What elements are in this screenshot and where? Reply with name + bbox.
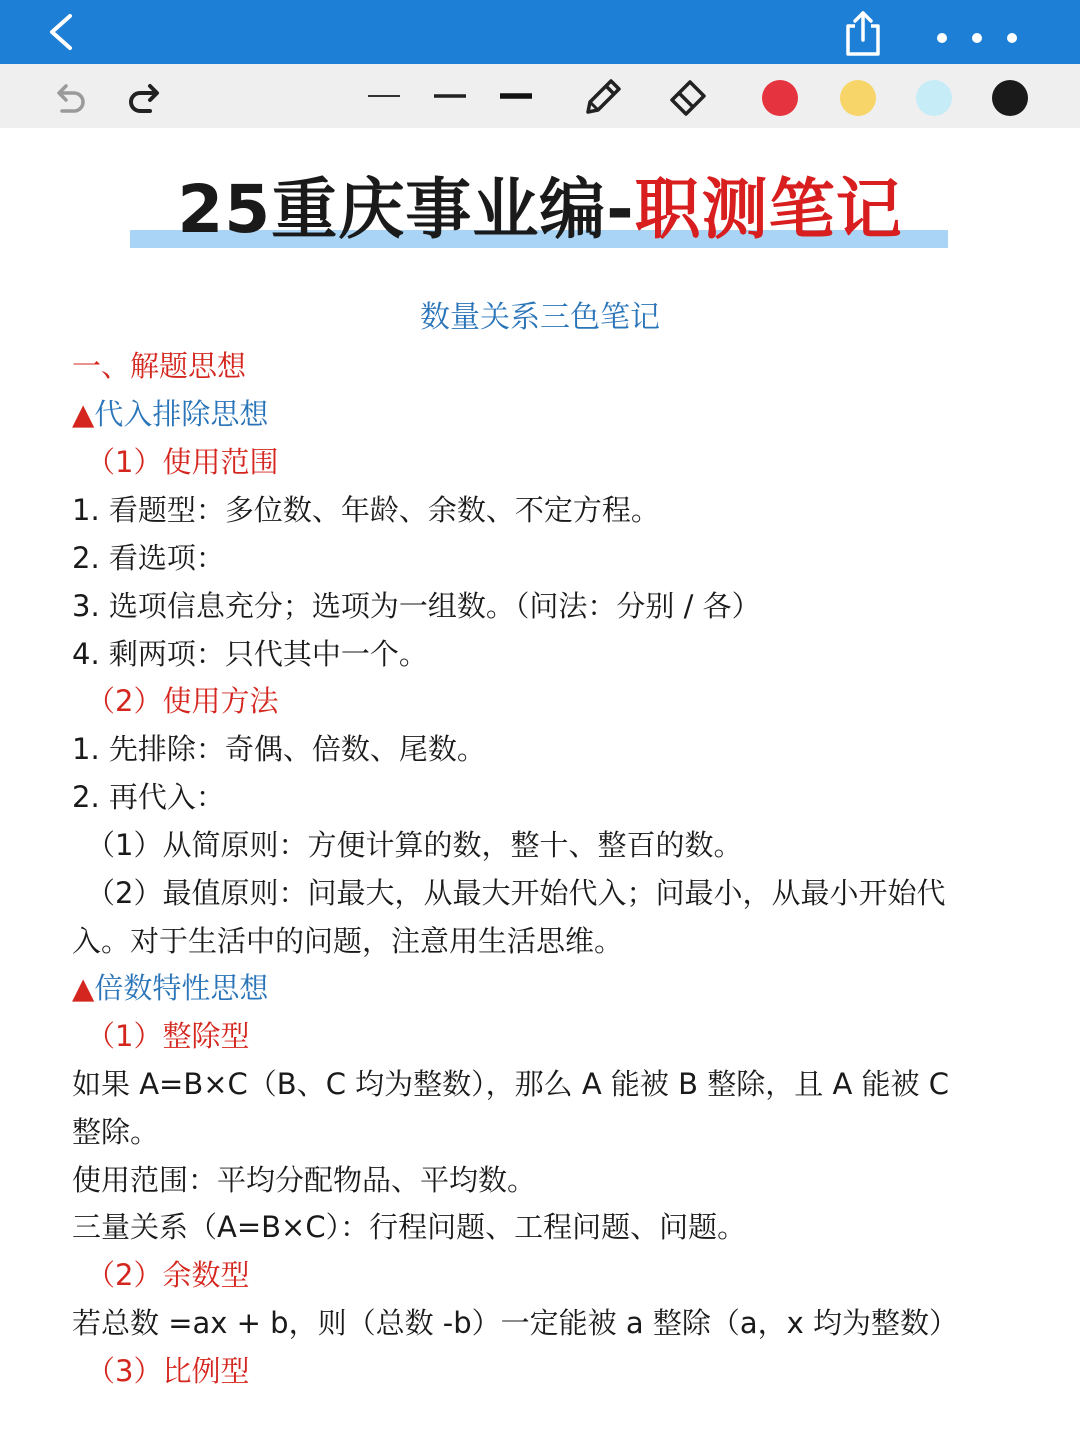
color-swatch-black[interactable] (992, 80, 1028, 116)
more-dots-icon[interactable] (930, 26, 1030, 46)
chevron-left-icon[interactable] (40, 10, 84, 54)
text-line: 2. 看选项： (72, 541, 225, 575)
section-heading (72, 390, 1012, 438)
section-title: 倍数特性思想 (94, 971, 269, 1005)
pen-icon[interactable] (580, 74, 626, 120)
subheading: （2）余数型 (86, 1258, 250, 1292)
stroke-thin-button[interactable] (366, 86, 402, 106)
title-part-black: 25重庆事业编- (177, 171, 635, 248)
color-swatch-red[interactable] (762, 80, 798, 116)
subheading: （1）整除型 (86, 1019, 250, 1053)
text-line: 入。对于生活中的问题，注意用生活思维。 (72, 924, 624, 958)
text-line: 1. 看题型：多位数、年龄、余数、不定方程。 (72, 493, 660, 527)
text-line: 三量关系（A=B×C）：行程问题、工程问题、问题。 (72, 1210, 747, 1244)
redo-icon[interactable] (124, 78, 168, 118)
share-icon[interactable] (838, 8, 888, 58)
title-part-red: 职测笔记 (634, 171, 903, 248)
section-title: 代入排除思想 (94, 397, 269, 431)
text-line: 1. 先排除：奇偶、倍数、尾数。 (72, 732, 486, 766)
subheading: （3）比例型 (86, 1354, 250, 1388)
color-swatch-lightblue[interactable] (916, 80, 952, 116)
heading-1: 一、解题思想 (72, 349, 247, 383)
subheading: （2）使用方法 (86, 684, 279, 718)
subheading: （1）使用范围 (86, 445, 279, 479)
text-line: 整除。 (72, 1115, 160, 1149)
note-title (130, 170, 950, 250)
triangle-marker-icon: ▲ (72, 971, 95, 1005)
top-app-bar (0, 0, 1080, 64)
section-heading (72, 964, 1012, 1012)
stroke-thick-button[interactable] (498, 86, 534, 106)
color-swatch-yellow[interactable] (840, 80, 876, 116)
text-line: 使用范围：平均分配物品、平均数。 (72, 1163, 537, 1197)
eraser-icon[interactable] (666, 74, 712, 120)
triangle-marker-icon: ▲ (72, 397, 95, 431)
text-line: 4. 剩两项：只代其中一个。 (72, 637, 428, 671)
note-subtitle: 数量关系三色笔记 (420, 300, 660, 335)
text-line: 如果 A=B×C（B、C 均为整数），那么 A 能被 B 整除，且 A 能被 C (72, 1067, 950, 1101)
undo-icon[interactable] (48, 78, 88, 118)
stroke-medium-button[interactable] (432, 86, 468, 106)
text-line: （1）从简原则：方便计算的数，整十、整百的数。 (86, 828, 743, 862)
text-line: 2. 再代入： (72, 780, 225, 814)
text-line: 3. 选项信息充分；选项为一组数。（问法：分别 / 各） (72, 589, 761, 623)
text-line: 若总数 =ax + b，则（总数 -b）一定能被 a 整除（a，x 均为整数） (72, 1306, 959, 1340)
text-line: （2）最值原则：问最大，从最大开始代入；问最小，从最小开始代 (86, 876, 946, 910)
